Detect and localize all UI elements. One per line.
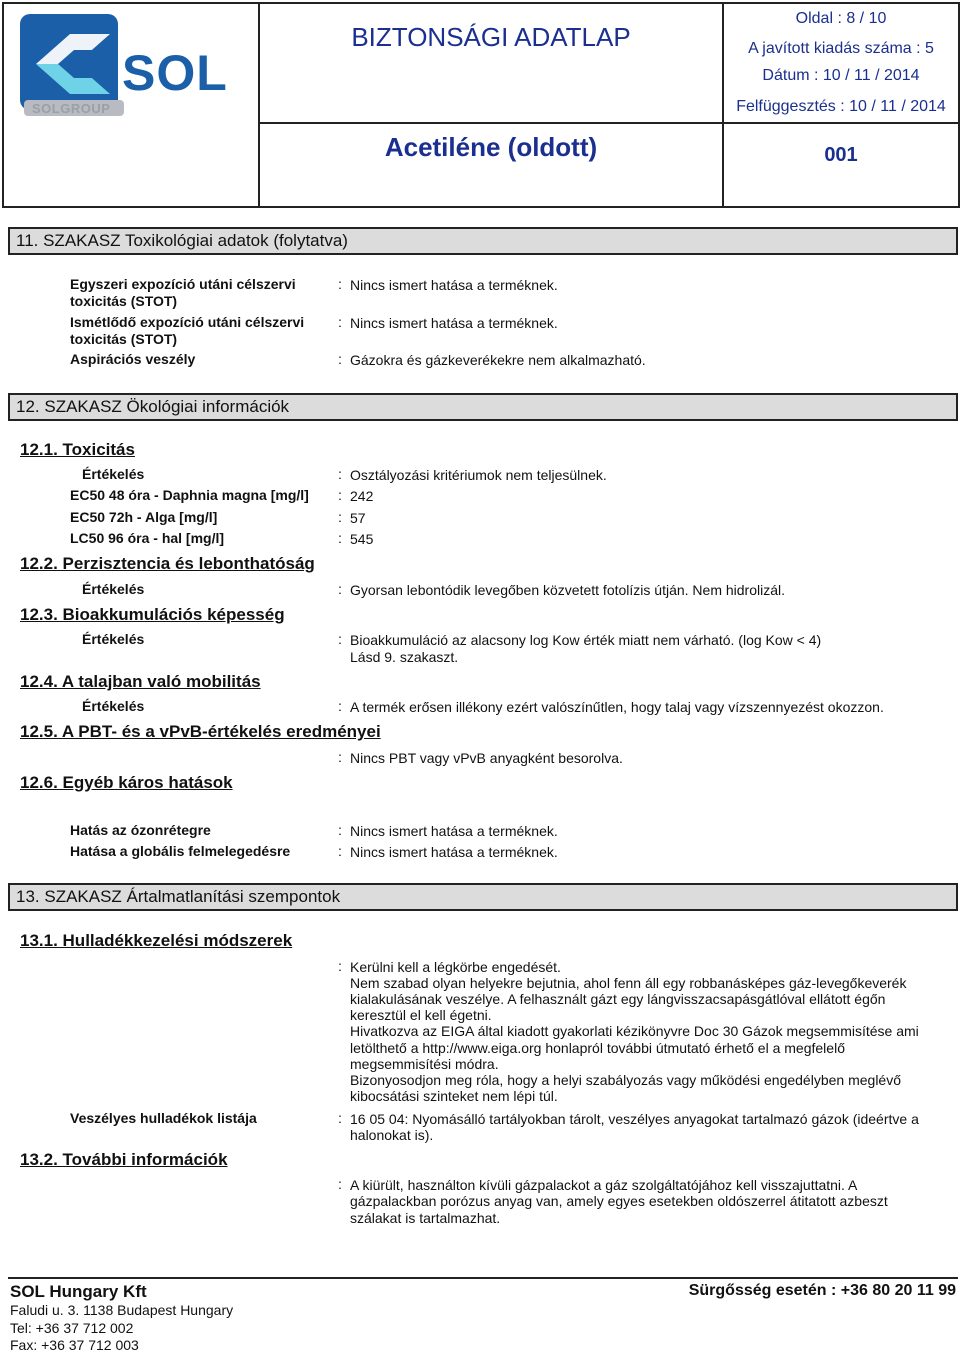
document-header — [2, 2, 960, 208]
subsection-12-2: 12.2. Perzisztencia és lebonthatóság — [20, 554, 315, 573]
product-code: 001 — [824, 144, 858, 166]
colon: : — [338, 1110, 342, 1126]
ec50-daphnia-label: EC50 48 óra - Daphnia magna [mg/l] — [70, 487, 309, 503]
colon: : — [338, 958, 342, 974]
waste-line: Kerülni kell a légkörbe engedését. — [350, 959, 561, 975]
header-right — [724, 4, 958, 206]
suspension-date: Felfüggesztés : 10 / 11 / 2014 — [736, 98, 946, 115]
document-title: BIZTONSÁGI ADATLAP — [351, 22, 631, 52]
issue-date: Dátum : 10 / 11 / 2014 — [762, 67, 920, 84]
global-warming-label: Hatása a globális felmelegedésre — [70, 843, 291, 859]
aspiration-value: Gázokra és gázkeverékekre nem alkalmazható. — [350, 352, 646, 368]
persistence-eval-label: Értékelés — [82, 581, 145, 597]
colon: : — [338, 314, 342, 330]
ec50-alga-value: 57 — [350, 510, 366, 526]
stot-repeated-label: Ismétlődő expozíció utáni célszervi toxicitás (STOT) — [70, 314, 305, 347]
subsection-12-4: 12.4. A talajban való mobilitás — [20, 672, 261, 691]
colon: : — [338, 351, 342, 367]
subsection-13-1: 13.1. Hulladékkezelési módszerek — [20, 931, 293, 950]
ec50-alga-label: EC50 72h - Alga [mg/l] — [70, 509, 218, 525]
colon: : — [338, 1176, 342, 1192]
colon: : — [338, 749, 342, 765]
info-line: gázpalackban porózus anyag van, amely egyes esetekben oldószerrel átitatott azbeszt — [350, 1193, 888, 1209]
footer-fax: Fax: +36 37 712 003 — [10, 1337, 139, 1352]
logo-text: SOL — [122, 45, 228, 101]
toxicity-eval-label: Értékelés — [82, 466, 145, 482]
waste-line: Bizonyosodjon meg róla, hogy a helyi szabályozás vagy működési engedélyben meglévő — [350, 1072, 901, 1088]
mobility-eval-label: Értékelés — [82, 698, 145, 714]
waste-line: kialakulásának veszélye. A felhasznált gázt egy lángvisszacsapásgátlóval ellátott égőn — [350, 991, 886, 1007]
footer-address: Faludi u. 3. 1138 Budapest Hungary — [10, 1302, 234, 1318]
waste-line: megsemmisítési módra. — [350, 1056, 499, 1072]
aspiration-label: Aspirációs veszély — [70, 351, 196, 367]
section-13-heading: 13. SZAKASZ Ártalmatlanítási szempontok — [8, 883, 958, 911]
logo-group-text: SOLGROUP — [32, 101, 111, 116]
section-12-heading: 12. SZAKASZ Ökológiai információk — [8, 393, 958, 421]
colon: : — [338, 631, 342, 647]
logo-area — [4, 4, 260, 206]
waste-line: letölthető a http://www.eiga.org honlapról további útmutató érhető el a megfelelő — [350, 1040, 845, 1056]
footer-divider — [8, 1277, 958, 1279]
hazardous-waste-list-value-2: halonokat is). — [350, 1127, 434, 1143]
colon: : — [338, 530, 342, 546]
bioaccum-eval-value-1: Bioakkumuláció az alacsony log Kow érték miatt nem várható. (log Kow < 4) — [350, 632, 822, 648]
subsection-13-2: 13.2. További információk — [20, 1150, 228, 1169]
subsection-12-1: 12.1. Toxicitás — [20, 440, 135, 459]
colon: : — [338, 822, 342, 838]
mobility-eval-value: A termék erősen illékony ezért valószínűtlen, hogy talaj vagy vízszennyezést okozzon. — [350, 699, 884, 715]
hazardous-waste-list-label: Veszélyes hulladékok listája — [70, 1110, 257, 1126]
bioaccum-eval-value-2: Lásd 9. szakaszt. — [350, 649, 459, 665]
colon: : — [338, 509, 342, 525]
footer-tel: Tel: +36 37 712 002 — [10, 1320, 134, 1336]
waste-line: Nem szabad olyan helyekre bejutnia, ahol fenn áll egy robbanásképes gáz-levegőkeverék — [350, 975, 907, 991]
stot-repeated-value: Nincs ismert hatása a terméknek. — [350, 315, 558, 331]
stot-single-value: Nincs ismert hatása a terméknek. — [350, 277, 558, 293]
stot-single-label: Egyszeri expozíció utáni célszervi toxicitás (STOT) — [70, 276, 296, 309]
colon: : — [338, 698, 342, 714]
page-number: Oldal : 8 / 10 — [795, 10, 887, 27]
waste-line: kibocsátási szinteket nem lépi túl. — [350, 1088, 558, 1104]
waste-line: Hivatkozva az EIGA által kiadott gyakorlati kézikönyvre Doc 30 Gázok megsemmisítése ami — [350, 1023, 919, 1039]
colon: : — [338, 276, 342, 292]
ec50-daphnia-value: 242 — [350, 488, 374, 504]
toxicity-eval-value: Osztályozási kritériumok nem teljesülnek. — [350, 467, 607, 483]
hazardous-waste-list-value-1: 16 05 04: Nyomásálló tartályokban tárolt, veszélyes anyagokat tartalmazó gázok (ideértve a — [350, 1111, 919, 1127]
bioaccum-eval-label: Értékelés — [82, 631, 145, 647]
waste-line: keresztül el kell égetni. — [350, 1007, 492, 1023]
colon: : — [338, 843, 342, 859]
subsection-12-3: 12.3. Bioakkumulációs képesség — [20, 605, 285, 624]
lc50-fish-value: 545 — [350, 531, 374, 547]
info-line: szálakat is tartalmazhat. — [350, 1210, 501, 1226]
ozone-label: Hatás az ózonrétegre — [70, 822, 211, 838]
colon: : — [338, 466, 342, 482]
persistence-eval-value: Gyorsan lebontódik levegőben közvetett fotolízis útján. Nem hidrolizál. — [350, 582, 786, 598]
header-middle — [260, 4, 724, 206]
lc50-fish-label: LC50 96 óra - hal [mg/l] — [70, 530, 225, 546]
subsection-12-5: 12.5. A PBT- és a vPvB-értékelés eredményei — [20, 722, 381, 741]
pbt-value: Nincs PBT vagy vPvB anyagként besorolva. — [350, 750, 623, 766]
subsection-12-6: 12.6. Egyéb káros hatások — [20, 773, 233, 792]
footer-company: SOL Hungary Kft — [10, 1282, 147, 1301]
colon: : — [338, 487, 342, 503]
footer-emergency: Sürgősség esetén : +36 80 20 11 99 — [688, 1282, 956, 1299]
section-11-heading: 11. SZAKASZ Toxikológiai adatok (folytatva) — [8, 227, 958, 255]
global-warming-value: Nincs ismert hatása a terméknek. — [350, 844, 558, 860]
colon: : — [338, 581, 342, 597]
info-line: A kiürült, használton kívüli gázpalackot a gáz szolgáltatójához kell visszajuttatni. A — [350, 1177, 858, 1193]
ozone-value: Nincs ismert hatása a terméknek. — [350, 823, 558, 839]
revision-number: A javított kiadás száma : 5 — [748, 40, 934, 57]
product-name: Acetiléne (oldott) — [384, 132, 598, 162]
